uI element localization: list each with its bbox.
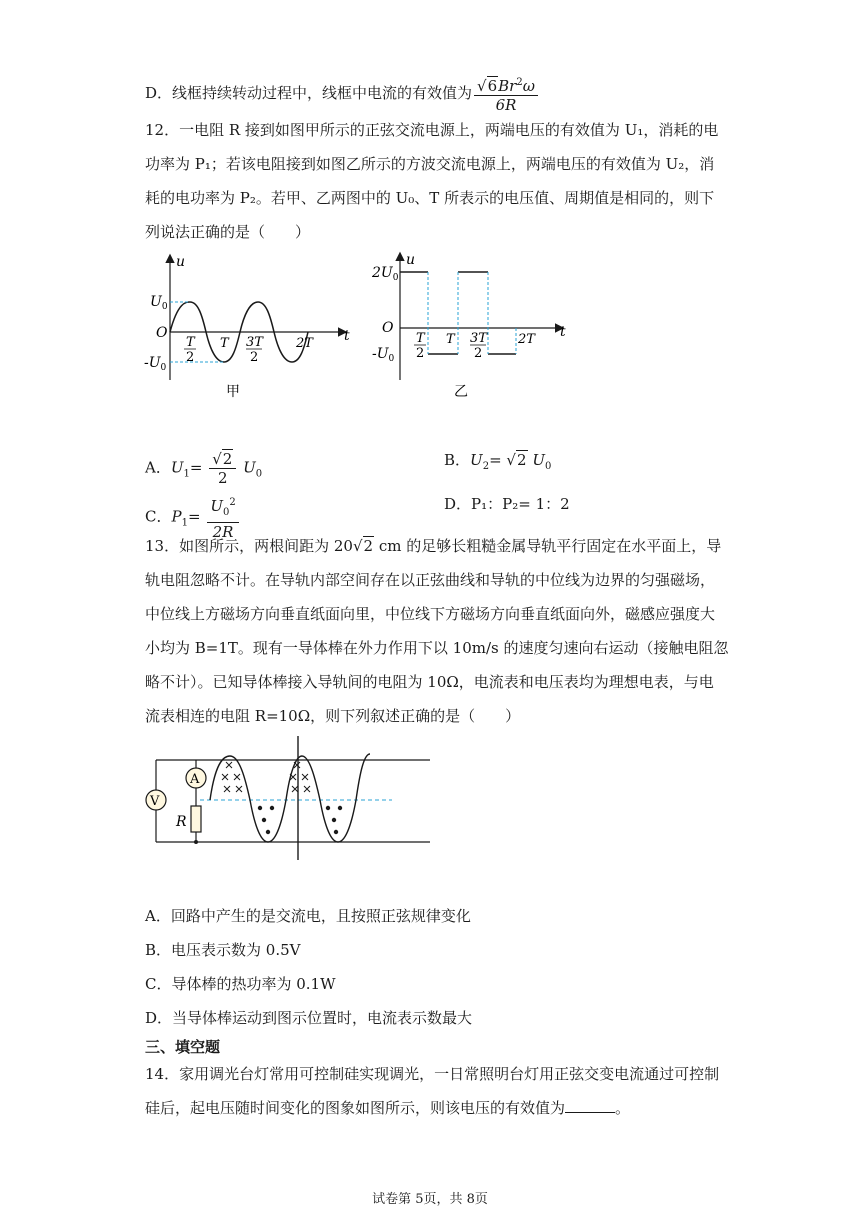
q12-b-label: B． <box>444 451 471 469</box>
q14-line-2 <box>145 1098 630 1118</box>
q12-b-root: 2 <box>516 451 527 469</box>
q11-option-d <box>145 74 540 114</box>
q14-line2-text: 硅后，起电压随时间变化的图象如图所示，则该电压的有效值为 <box>145 1099 566 1117</box>
jia-tick-t-half-den: 2 <box>186 350 195 365</box>
q12-c-eq: = <box>187 507 201 526</box>
q13-line-6: 流表相连的电阻 R=10Ω，则下列叙述正确的是（ ） <box>145 707 521 725</box>
yi-neg-u0: $-U_0$ <box>372 346 395 364</box>
q11-option-d-text: D．线框持续转动过程中，线框中电流的有效值为 <box>145 84 473 102</box>
q13-line-3: 中位线上方磁场方向垂直纸面向里，中位线下方磁场方向垂直纸面向外，磁感应强度大 <box>145 605 716 623</box>
yi-tick-t: T <box>446 332 455 347</box>
q12-a-fraction: $\frac{√2}{2}$ <box>209 450 236 487</box>
q12-line-4: 列说法正确的是（ ） <box>145 223 311 241</box>
yi-tick-t-half-num: T <box>416 331 425 346</box>
q12-a-root: 2 <box>222 450 233 468</box>
figure-jia <box>140 250 360 410</box>
q12-a-var: U <box>170 458 184 477</box>
q12-a-sub: 1 <box>183 468 190 480</box>
q12-a-eq: = <box>189 458 203 477</box>
q13-line-1: 13．如图所示，两根间距为 20√2 cm 的足够长粗糙金属导轨平行固定在水平面上，导 <box>145 537 722 555</box>
q14-line-1: 14．家用调光台灯常用可控制硅实现调光，一日常照明台灯用正弦交变电流通过可控制 <box>145 1065 720 1083</box>
figure-yi <box>370 250 580 410</box>
q12-c-num-sup: 2 <box>229 497 236 508</box>
field-into-page <box>222 762 310 792</box>
yi-caption: 乙 <box>454 384 468 400</box>
q13-root: 2 <box>363 537 374 555</box>
q12-a-den: 2 <box>218 469 228 487</box>
jia-caption: 甲 <box>226 384 240 400</box>
q13-option-c: C．导体棒的热功率为 0.1W <box>145 975 336 993</box>
jia-tick-t-half-num: T <box>186 335 195 350</box>
figure-rails <box>140 732 440 864</box>
yi-u-label: u <box>406 252 416 268</box>
junction-dot <box>194 840 198 844</box>
q12-a-label: A． <box>145 458 171 477</box>
q12-c-num: U <box>210 497 223 515</box>
q13-line-2: 轨电阻忽略不计。在导轨内部空间存在以正弦曲线和导轨的中位线为边界的匀强磁场， <box>145 571 716 589</box>
jia-neg-u0: $-U_0$ <box>144 355 167 373</box>
q12-option-a <box>145 450 262 487</box>
ammeter-label: A <box>190 772 200 787</box>
q12-line-1: 12．一电阻 R 接到如图甲所示的正弦交流电源上，两端电压的有效值为 U₁，消耗的电 <box>145 121 719 139</box>
q13-option-a: A．回路中产生的是交流电，且按照正弦规律变化 <box>145 907 471 925</box>
q12-b-sub: 2 <box>482 461 490 472</box>
q12-a-tail: U <box>243 458 256 477</box>
q12-b-eq: = <box>489 451 502 469</box>
section-heading: 三、填空题 <box>145 1038 221 1056</box>
voltmeter-label: V <box>150 794 160 809</box>
q12-b-var: U <box>470 451 483 469</box>
q12-c-sub: 1 <box>181 517 188 529</box>
q12-line-3: 耗的电功率为 P₂。若甲、乙两图中的 U₀、T 所表示的电压值、周期值是相同的，则下 <box>145 189 715 207</box>
q11-num: Br <box>498 77 517 95</box>
q13-line-4: 小均为 B=1T。现有一导体棒在外力作用下以 10m/s 的速度匀速向右运动（接触电阻忽 <box>145 639 729 657</box>
q12-c-num-sub: 0 <box>222 507 230 518</box>
jia-tick-t: T <box>220 336 229 351</box>
q11-sup: 2 <box>516 77 523 88</box>
answer-blank <box>565 1112 615 1113</box>
q12-c-fraction <box>207 494 238 541</box>
resistor <box>191 806 201 832</box>
q12-c-label: C． <box>145 507 172 526</box>
q12-b-tail-sub: 0 <box>544 461 552 472</box>
q13-line1-b: cm 的足够长粗糙金属导轨平行固定在水平面上，导 <box>374 537 722 555</box>
q12-line-2: 功率为 P₁；若该电阻接到如图乙所示的方波交流电源上，两端电压的有效值为 U₂，消 <box>145 155 715 173</box>
q13-line-5: 略不计）。已知导体棒接入导轨间的电阻为 10Ω，电流表和电压表均为理想电表，与电 <box>145 673 714 691</box>
jia-origin: O <box>156 325 168 341</box>
jia-u-label: u <box>176 254 186 270</box>
jia-tick-2t: 2T <box>296 336 313 351</box>
q11-den: 6R <box>495 96 517 114</box>
page-footer: 试卷第 5页，共 8页 <box>372 1192 488 1207</box>
q12-b-tail: U <box>532 451 545 469</box>
q12-option-d <box>444 494 570 514</box>
sine-boundary <box>210 754 370 842</box>
yi-tick-3t-den: 2 <box>474 346 483 361</box>
q11-option-d-fraction: $\frac{√6Br^2\omega}{6R}$ <box>474 74 538 114</box>
q14-line2-end: 。 <box>615 1099 631 1117</box>
q12-option-b: B．$U_2= √2$ $U_0$ <box>444 451 552 472</box>
field-out-of-page <box>258 806 342 834</box>
q12-c-den: 2R <box>212 523 234 541</box>
yi-tick-2t: 2T <box>518 332 535 347</box>
q12-c-var: P <box>171 507 182 526</box>
jia-u0: $U_0$ <box>150 294 168 312</box>
resistor-label: R <box>176 814 187 830</box>
jia-tick-3t-den: 2 <box>250 350 259 365</box>
jia-t-label: t <box>344 328 350 344</box>
q13-option-d: D．当导体棒运动到图示位置时，电流表示数最大 <box>145 1009 473 1027</box>
q12-d-label: D． <box>444 495 472 513</box>
yi-2u0: $2U_0$ <box>372 265 399 283</box>
yi-origin: O <box>382 320 394 336</box>
q12-option-c <box>145 494 241 541</box>
yi-tick-3t-num: 3T <box>470 331 487 346</box>
q11-omega: ω <box>522 77 535 95</box>
q13-option-b: B．电压表示数为 0.5V <box>145 941 301 959</box>
yi-t-label: t <box>560 324 566 340</box>
q12-a-tail-sub: 0 <box>255 468 263 480</box>
q12-d-text: P₁：P₂= 1：2 <box>471 495 570 513</box>
q13-line1-a: 13．如图所示，两根间距为 20 <box>145 537 353 555</box>
jia-tick-3t-num: 3T <box>246 335 263 350</box>
yi-tick-t-half-den: 2 <box>416 346 425 361</box>
q11-root: 6 <box>487 77 498 95</box>
